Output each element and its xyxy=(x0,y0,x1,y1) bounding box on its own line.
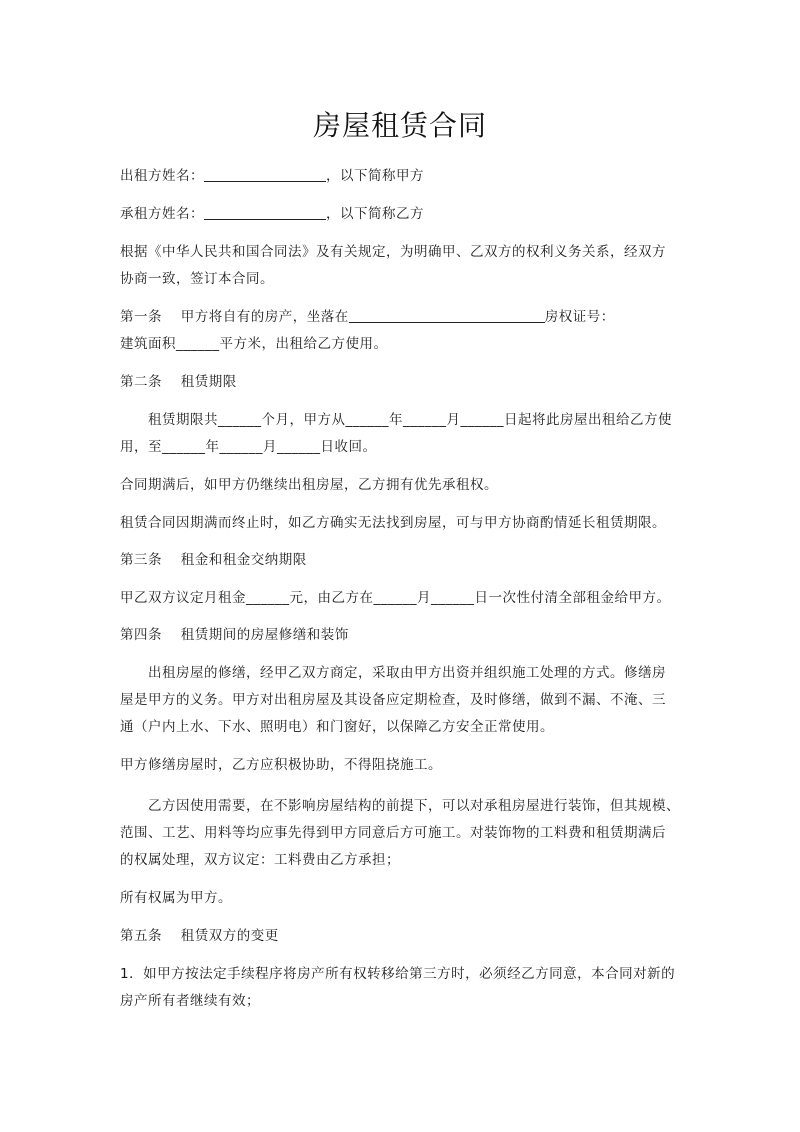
lessor-name-blank[interactable] xyxy=(204,167,326,182)
article4-p1-line-2: 屋是甲方的义务。甲方对出租房屋及其设备应定期检查，及时修缮，做到不漏、不淹、三 xyxy=(120,692,666,708)
article4-p3-line-3: 的权属处理，双方议定：工料费由乙方承担； xyxy=(120,852,400,868)
article2-heading: 第二条 租赁期限 xyxy=(120,374,237,390)
article2-p1-line-2: 用，至______年______月______日收回。 xyxy=(120,439,377,455)
article1-text: 第一条 甲方将自有的房产，坐落在 xyxy=(120,309,349,325)
article5-p1-line-1: 1．如甲方按法定手续程序将房产所有权转移给第三方时，必须经乙方同意，本合同对新的 xyxy=(120,966,676,982)
lessor-suffix: ，以下简称甲方 xyxy=(326,168,424,184)
lessor-line xyxy=(120,164,424,184)
article3-heading: 第三条 租金和租金交纳期限 xyxy=(120,552,307,568)
article1-certificate-label: 房权证号： xyxy=(544,309,615,325)
lessor-label: 出租方姓名： xyxy=(120,168,204,184)
preamble-line-1: 根据《中华人民共和国合同法》及有关规定，为明确甲、乙双方的权利义务关系，经双方 xyxy=(120,244,666,260)
article2-p1-line-1: 租赁期限共______个月，甲方从______年______月______日起将此房屋出租给乙方使 xyxy=(148,412,672,428)
lessee-name-blank[interactable] xyxy=(204,205,326,220)
lessee-suffix: ，以下简称乙方 xyxy=(326,206,424,222)
article1-line-1 xyxy=(120,305,615,325)
preamble-line-2: 协商一致，签订本合同。 xyxy=(120,271,274,287)
document-title: 房屋租赁合同 xyxy=(312,109,487,142)
article4-p1-line-1: 出租房屋的修缮，经甲乙双方商定，采取由甲方出资并组织施工处理的方式。修缮房 xyxy=(148,665,666,681)
article1-line-2: 建筑面积______平方米，出租给乙方使用。 xyxy=(120,336,388,352)
article5-heading: 第五条 租赁双方的变更 xyxy=(120,928,279,944)
article4-heading: 第四条 租赁期间的房屋修缮和装饰 xyxy=(120,627,349,643)
article2-p3: 租赁合同因期满而终止时，如乙方确实无法找到房屋，可与甲方协商酌情延长租赁期限。 xyxy=(120,515,666,531)
article2-p2: 合同期满后，如甲方仍继续出租房屋，乙方拥有优先承租权。 xyxy=(120,477,498,493)
article3-p1: 甲乙双方议定月租金______元，由乙方在______月______日一次性付清全部租金给甲方。 xyxy=(120,590,671,606)
article4-p2: 甲方修缮房屋时，乙方应积极协助，不得阻挠施工。 xyxy=(120,757,442,773)
article4-p3-line-2: 范围、工艺、用料等均应事先得到甲方同意后方可施工。对装饰物的工料费和租赁期满后 xyxy=(120,825,666,841)
article5-p1-line-2: 房产所有者继续有效； xyxy=(120,993,260,1009)
article4-p3-line-1: 乙方因使用需要，在不影响房屋结构的前提下，可以对承租房屋进行装饰，但其规模、 xyxy=(148,798,680,814)
property-address-blank[interactable] xyxy=(349,308,545,323)
article4-p4: 所有权属为甲方。 xyxy=(120,890,232,906)
article4-p1-line-3: 通（户内上水、下水、照明电）和门窗好，以保障乙方安全正常使用。 xyxy=(120,719,554,735)
lessee-line xyxy=(120,202,424,222)
lessee-label: 承租方姓名： xyxy=(120,206,204,222)
